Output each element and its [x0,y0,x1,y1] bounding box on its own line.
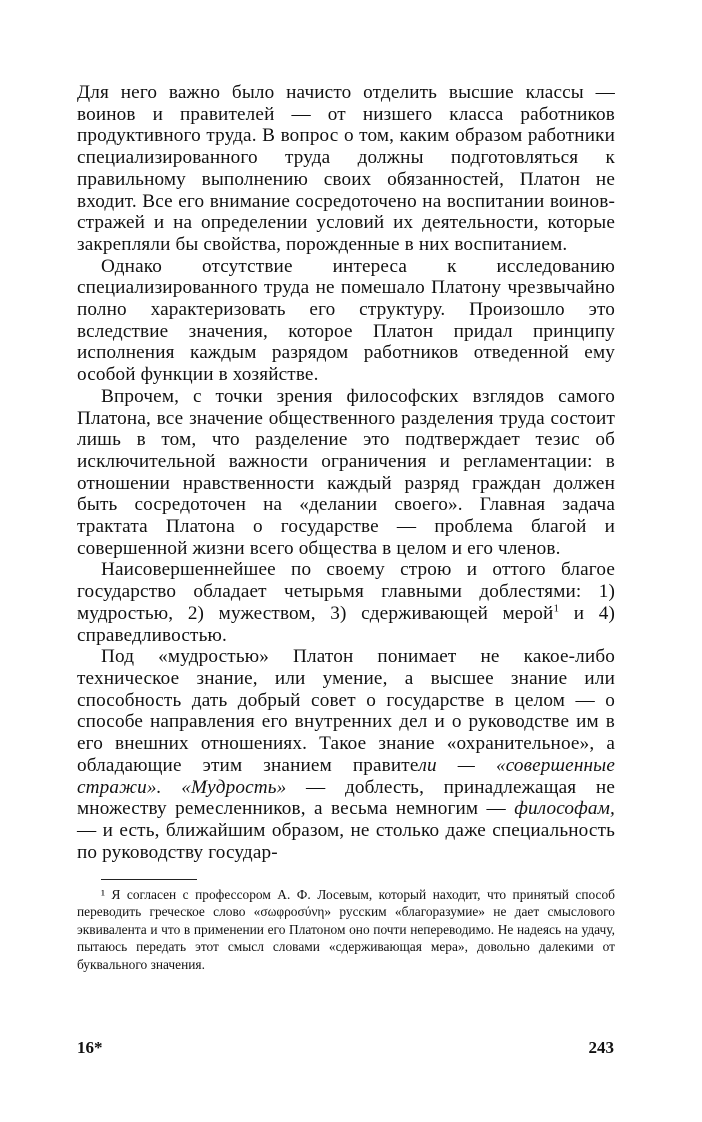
paragraph-text: Однако отсутствие интереса к исследованию специализированного труда не помешало Платону чрезвычайно полно характеризовать его структуру. Произошло это вследствие значения, которое Платон придал принципу исполнения каждым разрядом работников отведенной ему особой функции в хозяйстве. [77,255,615,386]
signature-mark: 16* [77,1038,103,1057]
footnote-divider [101,879,197,880]
paragraph-text: Для него важно было начисто отделить высшие классы — воинов и правителей — от низшего класса работников продуктивного труда. В вопрос о том, каким образом работники специализированного труда должны подготовляться к правильному выполнению своих обязанностей, Платон не входит. Все его внимание сосредоточено на воспитании воинов-стражей и на определении условий их деятельности, которые закрепляли бы свойства, порожденные в них воспитанием. [77,82,615,255]
paragraph [77,386,615,560]
emphasis-text: «Мудрость» [181,776,287,798]
paragraph [77,256,615,386]
paragraph-text: и 4) справедливостью. [77,602,615,646]
paragraph-text [162,777,182,798]
paragraph [77,82,615,256]
paragraph [77,646,615,863]
paragraph-text: — и есть, ближайшим образом, не столько даже специальность по руководству государ- [77,819,615,863]
paragraph-text: Наисовершеннейшее по своему строю и оттого благое государство обладает четырьмя главными доблестями: 1) мудростью, 2) мужеством, 3) сдерживающей мерой [77,559,615,624]
footnote-text: ¹ Я согласен с профессором А. Ф. Лосевым, который находит, что принятый способ переводить греческое слово «σωφροσύνη» русским «благоразумие» не дает смыслового эквивалента и что в применении его Платоном оно почти непереводимо. Не надеясь на удачу, пытаюсь передать этот смысл словами «сдерживающая мера», довольно далекими от буквального значения. [77,887,615,972]
footnote-marker: 1 [553,602,560,615]
paragraph-text: Впрочем, с точки зрения философских взглядов самого Платона, все значение общественного разделения труда состоит лишь в том, что разделение это подтверждает тезис об исключительной важности ограничения и регламентации: в отношении нравственности каждый разряд граждан должен быть сосредоточен на «делании своего». Главная задача трактата Платона о государстве — проблема благой и совершенной жизни всего общества в целом и его членов. [77,385,615,559]
paragraph-text: Под «мудростью» Платон понимает не какое-либо техническое знание, или умение, а высшее знание или способность дать добрый совет о государстве в целом — о способе направления его внутренних дел и о руководстве им в его внешних отношениях. Такое знание «охранительное», а обладающие этим знанием правите [77,646,615,776]
main-text [77,82,615,863]
paragraph [77,559,615,646]
emphasis-text: философам, [514,798,615,820]
emphasis-text: ли — «совершенные стражи». [77,754,615,798]
page-number: 243 [588,1038,614,1057]
paragraph-text: — доблесть, принадлежащая не множеству ремесленников, а весьма немногим — [77,776,616,820]
footnote [77,886,615,973]
